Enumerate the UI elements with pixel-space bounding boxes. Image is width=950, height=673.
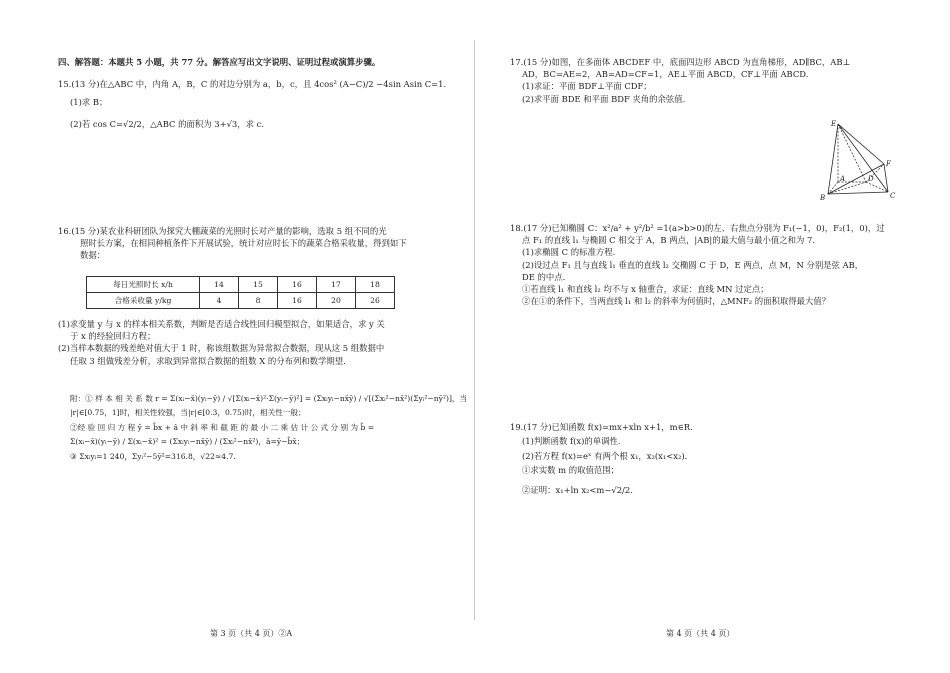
q16-appendix (70, 392, 467, 464)
table-cell: 20 (317, 293, 356, 309)
label-D: D (868, 175, 874, 183)
table-row (87, 277, 395, 293)
q16-part2b: 任取 3 组做残差分析，求取到异常拟合数据的组数 X 的分布列和数学期望. (70, 355, 346, 366)
q16-part1a: (1)求变量 y 与 x 的样本相关系数，判断是否适合线性回归模型拟合，如果适合，求 y 关 (58, 319, 385, 329)
label-B: B (820, 194, 826, 202)
edge-BC (828, 192, 888, 194)
q16-stem-2: 照时长方案，在相同种植条件下开展试验，统计对应时长下的蔬菜合格采收量，得到如下 (80, 238, 407, 249)
table-row-label: 合格采收量 y/kg (87, 293, 200, 309)
table-cell: 17 (317, 277, 356, 293)
table-cell: 26 (356, 293, 395, 309)
page-divider (474, 40, 475, 620)
label-C: C (890, 192, 896, 200)
q15-part2: (2)若 cos C=√2/2，△ABC 的面积为 3+√3，求 c. (70, 119, 265, 130)
page-footer-left: 第 3 页（共 4 页）②A (210, 629, 293, 638)
table-cell: 15 (239, 277, 278, 293)
question-18 (510, 222, 885, 307)
q18-stem-2: 点 F₁ 的直线 l₁ 与椭圆 C 相交于 A，B 两点，|AB|的最大值与最小值之和为 7. (522, 235, 815, 246)
data-table (86, 276, 395, 309)
page-footer-right: 第 4 页（共 4 页） (666, 629, 735, 638)
question-19 (510, 420, 693, 497)
q16-stem-3: 数据： (80, 250, 106, 261)
q15-stem: 15.(13 分)在△ABC 中，内角 A，B，C 的对边分别为 a，b，c，且 4cos² (A−C)/2 −4sin Asin C=1. (58, 79, 447, 89)
left-page (0, 0, 474, 673)
appendix-note-5: ③ Σxᵢyᵢ=1 240，Σyᵢ²−5ȳ²=316.8，√22≈4.7. (70, 451, 236, 461)
polyhedron-figure (816, 118, 906, 204)
table-cell: 8 (239, 293, 278, 309)
table-cell: 16 (278, 293, 317, 309)
label-A: A (840, 175, 846, 183)
edge-BF (828, 164, 884, 194)
table-row-label: 每日光照时长 x/h (87, 277, 200, 293)
edge-ED (838, 124, 866, 182)
q18-part2b: DE 的中点. (522, 271, 566, 282)
q16-stem-1: 16.(15 分)某农业科研团队为探究大棚蔬菜的光照时长对产量的影响，选取 5 组不同的光 (58, 226, 387, 236)
q18-part2a: (2)设过点 F₁ 且与直线 l₁ 垂直的直线 l₂ 交椭圆 C 于 D，E 两点，点 M，N 分别是弦 AB， (522, 259, 864, 270)
question-15 (58, 78, 446, 131)
q18-sub2: ②在①的条件下，当两直线 l₁ 和 l₂ 的斜率为何值时，△MNF₂ 的面积取得最大值？ (522, 296, 831, 307)
table-cell: 14 (200, 277, 239, 293)
q19-sub2: ②证明：x₁+ln x₂<m−√2/2. (522, 485, 633, 496)
appendix-note-2: |r|∈[0.75，1]时，相关性较强，当|r|∈[0.3，0.75)时，相关性一般； (70, 408, 306, 418)
question-16 (58, 225, 407, 262)
q17-stem-2: AD，BC=AE=2，AB=AD=CF=1，AE⊥平面 ABCD，CF⊥平面 ABCD. (522, 69, 809, 80)
right-page (476, 0, 950, 673)
appendix-note-3: ②经 验 回 归 方 程 ŷ = b̂x + â 中 斜 率 和 截 距 的 最 小 二 乘 估 计 公 式 分 别 为 b̂ = (70, 422, 375, 432)
q19-stem: 19.(17 分)已知函数 f(x)=mx+xln x+1，m∈R. (510, 422, 693, 432)
q17-part2: (2)求平面 BDE 和平面 BDF 夹角的余弦值. (522, 93, 686, 104)
table-cell: 18 (356, 277, 395, 293)
section-title: 四、解答题：本题共 5 小题，共 77 分。解答应写出文字说明、证明过程或演算步骤。 (58, 57, 381, 67)
q18-part1: (1)求椭圆 C 的标准方程. (522, 247, 616, 258)
q18-stem-1: 18.(17 分)已知椭圆 C：x²/a² + y²/b² =1(a>b>0)的左、右焦点分别为 F₁(−1，0)，F₂(1，0)，过 (510, 223, 885, 233)
q16-part2a: (2)当样本数据的残差绝对值大于 1 时，称该组数据为异常拟合数据，现从这 5 组数据中 (58, 343, 385, 354)
q18-sub1: ①若直线 l₁ 和直线 l₂ 均不与 x 轴重合，求证：直线 MN 过定点； (522, 283, 769, 294)
appendix-note-1: 附：① 样 本 相 关 系 数 r = Σ(xᵢ−x̄)(yᵢ−ȳ) / √[Σ(xᵢ−x̄)²·Σ(yᵢ−ȳ)²] = (Σxᵢyᵢ−nx̄ȳ) / √[(Σxᵢ²−nx̄²)(Σyᵢ²−nȳ²)]，当 (70, 394, 468, 403)
q15-part1: (1)求 B； (70, 97, 108, 108)
q19-sub1: ①求实数 m 的取值范围； (522, 464, 620, 475)
table-cell: 4 (200, 293, 239, 309)
table-row (87, 293, 395, 309)
label-E: E (831, 120, 837, 128)
edge-EF (838, 124, 884, 164)
q16-part1b: 于 x 的经验回归方程； (70, 331, 156, 342)
q19-part1: (1)判断函数 f(x)的单调性. (522, 436, 621, 447)
label-F: F (886, 160, 891, 168)
q17-stem-1: 17.(15 分)如图，在多面体 ABCDEF 中，底面四边形 ABCD 为直角梯形，AD∥BC，AB⊥ (510, 57, 851, 67)
question-17 (510, 56, 850, 105)
q19-part2: (2)若方程 f(x)=eˣ 有两个根 x₁，x₂(x₁<x₂). (522, 450, 688, 461)
appendix-note-4: Σ(xᵢ−x̄)(yᵢ−ȳ) / Σ(xᵢ−x̄)² = (Σxᵢyᵢ−nx̄ȳ) / (Σxᵢ²−nx̄²)，â=ȳ−b̂x̄； (70, 437, 305, 447)
table-cell: 16 (278, 277, 317, 293)
q17-part1: (1)求证：平面 BDF⊥平面 CDF； (522, 81, 652, 92)
q16-parts (58, 318, 385, 367)
edge-EB (828, 124, 838, 194)
